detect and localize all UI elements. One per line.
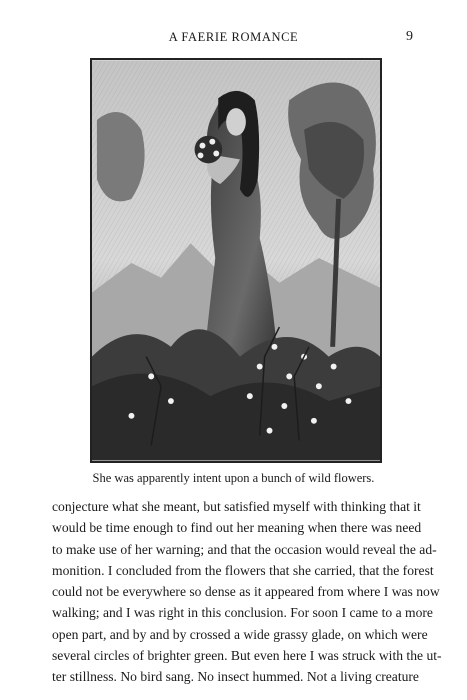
body-line: walking; and I was right in this conclusion. For soon I came to a more (52, 605, 433, 621)
page-number: 9 (406, 29, 413, 44)
body-line: could not be everywhere so dense as it appeared from where I was now (52, 584, 440, 600)
body-line: conjecture what she meant, but satisfied myself with thinking that it (52, 499, 421, 514)
illustration-plate (90, 58, 382, 463)
body-line: several circles of brighter green. But even here I was struck with the ut- (52, 648, 442, 664)
running-head: A FAERIE ROMANCE (168, 30, 299, 44)
body-line: would be time enough to find out her meaning when there was need (52, 520, 422, 536)
body-line: open part, and by and by crossed a wide grassy glade, on which were (52, 626, 428, 642)
body-line: monition. I concluded from the flowers that she carried, that the forest (52, 562, 434, 578)
body-line: to make use of her warning; and that the occasion would reveal the ad- (52, 541, 437, 557)
body-line: ter stillness. No bird sang. No insect hummed. Not a living creature (52, 669, 419, 685)
body-text (52, 496, 442, 688)
illustration-engraving (92, 60, 380, 461)
illustration-caption: She was apparently intent upon a bunch of wild flowers. (92, 471, 375, 485)
